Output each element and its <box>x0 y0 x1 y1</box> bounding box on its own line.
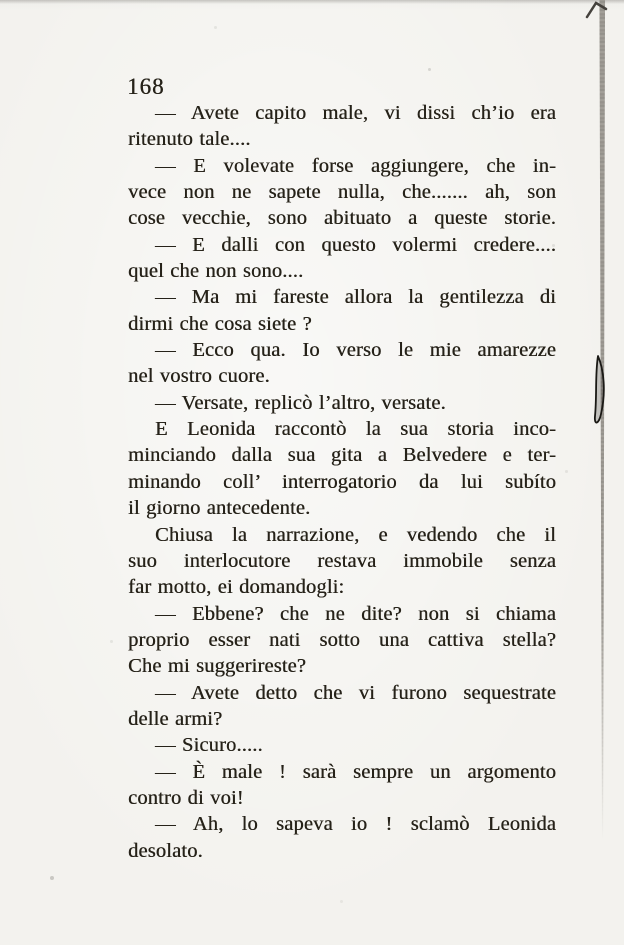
paper-speck <box>110 640 113 643</box>
text-line: cose vecchie, sono abituato a queste storie. <box>128 207 556 230</box>
paper-speck <box>50 876 54 880</box>
text-line: — È male ! sarà sempre un argomento <box>155 760 556 783</box>
text-line: Chiusa la narrazione, e vedendo che il <box>155 523 556 546</box>
text-line: — E volevate forse aggiungere, che in- <box>155 154 556 177</box>
text-line: proprio esser nati sotto una cattiva stella? <box>128 628 556 651</box>
text-line: — Ebbene? che ne dite? non si chiama <box>155 602 556 625</box>
paper-speck <box>428 68 431 71</box>
text-line: delle armi? <box>128 707 223 730</box>
text-line: dirmi che cosa siete ? <box>128 312 312 335</box>
text-line: quel che non sono.... <box>128 260 304 283</box>
text-line: — Avete capito male, vi dissi ch’io era <box>155 102 556 124</box>
text-line: Che mi suggerireste? <box>128 655 307 678</box>
text-line: far motto, ei domandogli: <box>128 576 345 599</box>
text-line: contro di voi! <box>128 786 244 809</box>
text-line: minando coll’ interrogatorio da lui subíto <box>128 470 556 493</box>
paper-speck <box>340 900 343 903</box>
text-line: — Ma mi fareste allora la gentilezza di <box>155 286 556 309</box>
text-line: — Ecco qua. Io verso le mie amarezze <box>155 339 556 362</box>
paper-speck <box>565 470 568 473</box>
paper-speck <box>470 612 473 615</box>
text-line: nel vostro cuore. <box>128 365 270 388</box>
text-line: minciando dalla sua gita a Belvedere e ter- <box>128 444 556 467</box>
paper-speck <box>552 244 555 247</box>
text-line: — Sicuro..... <box>155 734 263 757</box>
page-number: 168 <box>127 74 165 99</box>
binding-thread-mark <box>589 352 611 434</box>
text-line: desolato. <box>128 839 203 862</box>
text-line: vece non ne sapete nulla, che....... ah, son <box>128 181 556 204</box>
text-line: il giorno antecedente. <box>128 497 311 520</box>
text-line: — Versate, replicò l’altro, versate. <box>155 391 446 414</box>
text-line: suo interlocutore restava immobile senza <box>128 549 556 572</box>
text-line: — E dalli con questo volermi credere.... <box>155 233 556 256</box>
text-line: E Leonida raccontò la sua storia inco- <box>155 418 556 441</box>
text-line: — Avete detto che vi furono sequestrate <box>155 681 556 704</box>
paper-speck <box>214 26 217 29</box>
text-line: — Ah, lo sapeva io ! sclamò Leonida <box>155 813 556 836</box>
page-text <box>128 100 556 864</box>
page-top-shadow <box>0 0 624 4</box>
page-edge-nick-mark <box>584 0 612 20</box>
text-line: ritenuto tale.... <box>128 128 251 151</box>
